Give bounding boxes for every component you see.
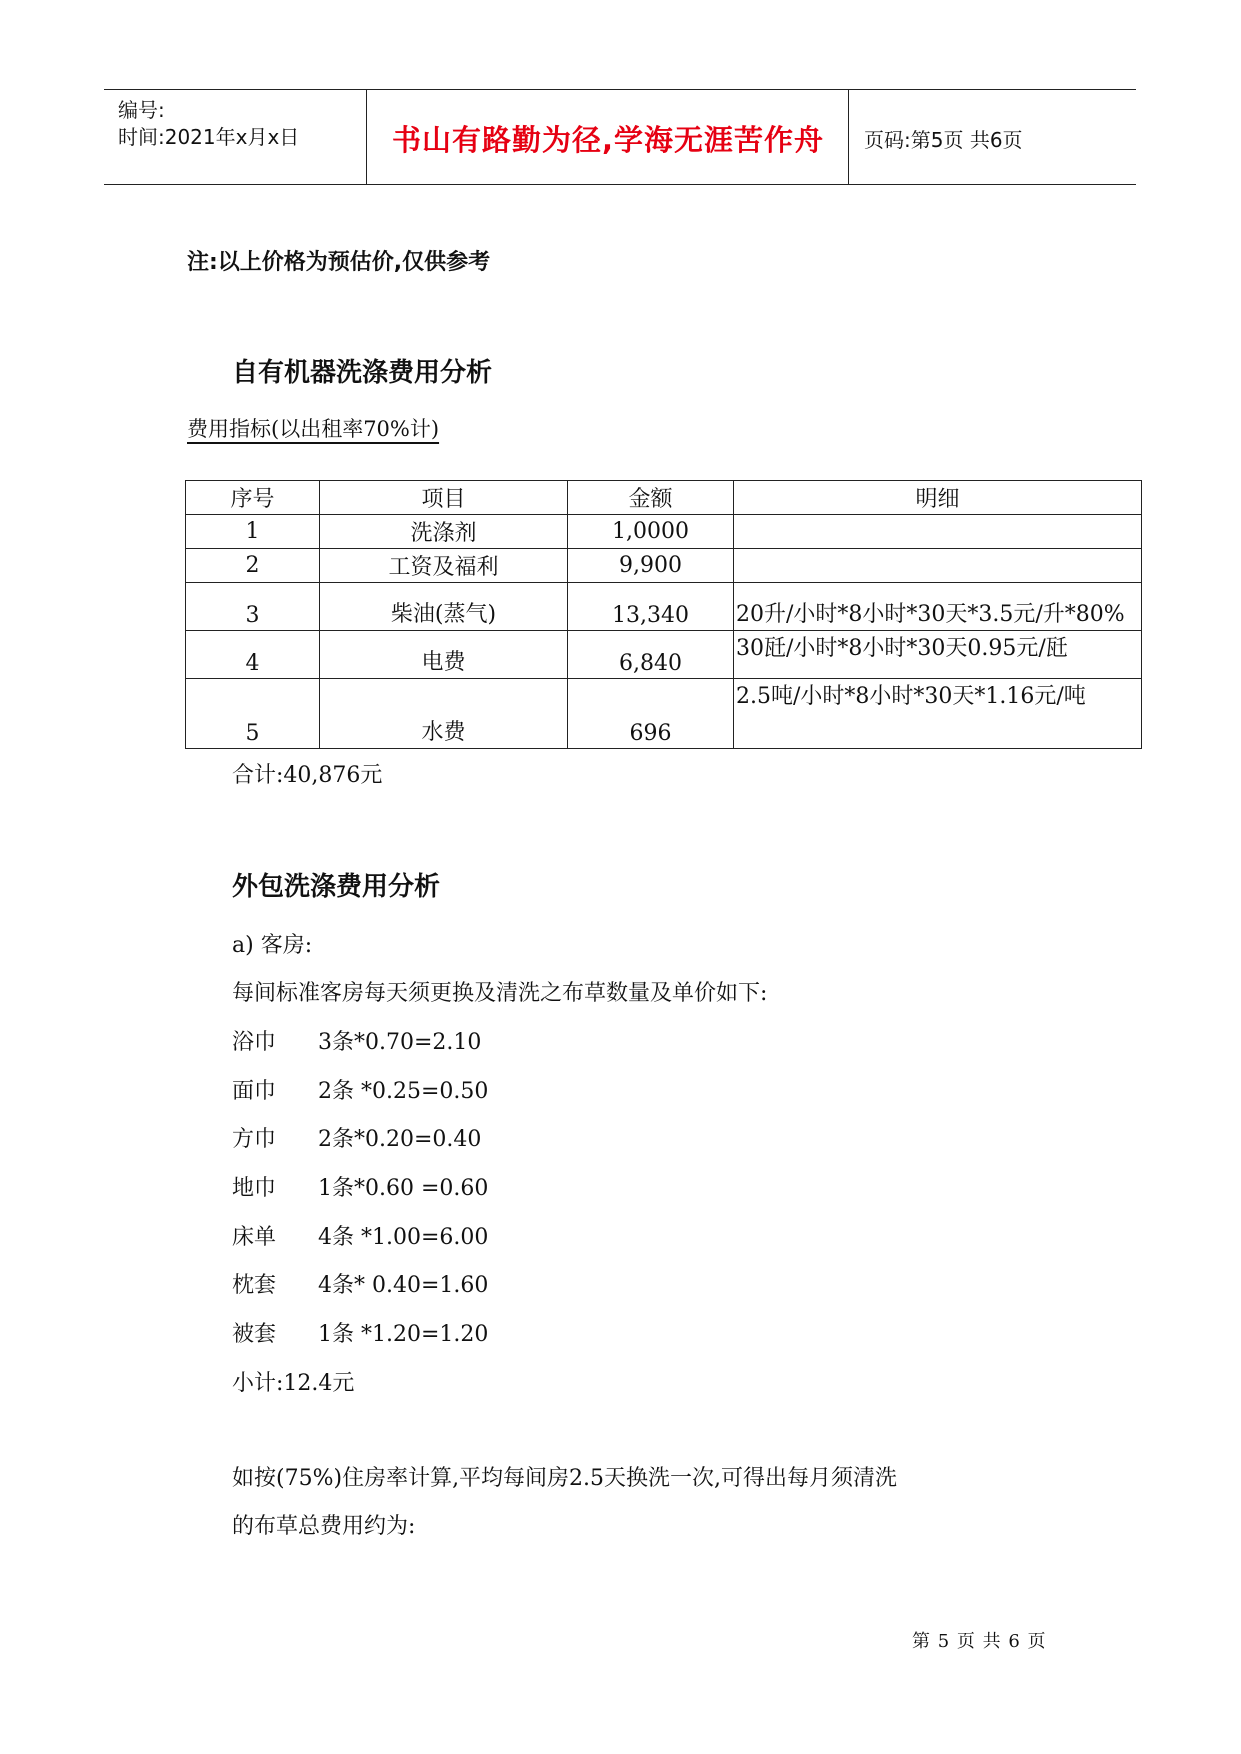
linen-calc: 2条 *0.25=0.50 — [318, 1079, 489, 1104]
section-title-in-house: 自有机器洗涤费用分析 — [232, 358, 493, 388]
linen-calc: 3条*0.70=2.10 — [318, 1030, 482, 1055]
linen-name: 床单 — [232, 1225, 277, 1250]
motto-text: 书山有路勤为径,学海无涯苦作舟 — [391, 123, 825, 157]
table-row — [186, 679, 1142, 749]
linen-name: 被套 — [232, 1322, 277, 1347]
linen-item — [232, 1220, 488, 1251]
page-header — [104, 89, 1136, 185]
cost-table — [185, 480, 1142, 749]
column-header-no: 序号 — [186, 481, 320, 515]
row-amount: 1,0000 — [568, 515, 734, 549]
linen-item — [232, 1171, 488, 1202]
row-detail — [734, 515, 1142, 549]
linen-calc: 4条 *1.00=6.00 — [318, 1225, 489, 1250]
row-detail — [734, 549, 1142, 583]
column-header-item: 项目 — [320, 481, 568, 515]
header-info-cell — [104, 90, 367, 184]
linen-name: 方巾 — [232, 1127, 277, 1152]
linen-name: 枕套 — [232, 1273, 277, 1298]
linen-name: 浴巾 — [232, 1030, 277, 1055]
row-item: 水费 — [320, 679, 568, 749]
linen-calc: 2条*0.20=0.40 — [318, 1127, 482, 1152]
price-note: 注:以上价格为预估价,仅供参考 — [187, 250, 491, 275]
header-page-cell — [850, 90, 1136, 184]
paragraph-line: 如按(75%)住房率计算,平均每间房2.5天换洗一次,可得出每月须清洗 — [232, 1466, 898, 1491]
section-title-outsourced: 外包洗涤费用分析 — [232, 872, 441, 902]
linen-item — [232, 1317, 488, 1348]
linen-name: 地巾 — [232, 1176, 277, 1201]
linen-item — [232, 1122, 481, 1153]
linen-subtotal: 小计:12.4元 — [232, 1371, 355, 1396]
linen-item — [232, 1025, 481, 1056]
row-no: 3 — [186, 583, 320, 631]
table-row — [186, 515, 1142, 549]
linen-intro: 每间标准客房每天须更换及清洗之布草数量及单价如下: — [232, 981, 768, 1006]
column-header-detail: 明细 — [734, 481, 1142, 515]
row-amount: 13,340 — [568, 583, 734, 631]
row-amount: 6,840 — [568, 631, 734, 679]
row-item: 工资及福利 — [320, 549, 568, 583]
table-row — [186, 549, 1142, 583]
row-detail: 2.5吨/小时*8小时*30天*1.16元/吨 — [734, 679, 1142, 749]
linen-item — [232, 1074, 488, 1105]
header-motto-cell — [368, 90, 849, 184]
linen-calc: 1条*0.60 =0.60 — [318, 1176, 489, 1201]
row-item: 洗涤剂 — [320, 515, 568, 549]
table-row — [186, 631, 1142, 679]
total-amount: 合计:40,876元 — [232, 763, 383, 788]
document-time-label: 时间:2021年x月x日 — [118, 125, 300, 149]
table-header-row — [186, 481, 1142, 515]
document-number-label: 编号: — [118, 98, 165, 122]
row-no: 1 — [186, 515, 320, 549]
linen-calc: 4条* 0.40=1.60 — [318, 1273, 489, 1298]
header-page-number: 页码:第5页 共6页 — [864, 128, 1023, 152]
row-no: 2 — [186, 549, 320, 583]
linen-item — [232, 1268, 488, 1299]
row-detail: 30瓩/小时*8小时*30天0.95元/瓩 — [734, 631, 1142, 679]
row-item: 柴油(蒸气) — [320, 583, 568, 631]
room-label: a) 客房: — [232, 933, 313, 958]
row-no: 4 — [186, 631, 320, 679]
cost-indicator-subtitle: 费用指标(以出租率70%计) — [187, 417, 440, 441]
row-no: 5 — [186, 679, 320, 749]
row-amount: 9,900 — [568, 549, 734, 583]
page-footer: 第 5 页 共 6 页 — [912, 1631, 1047, 1652]
linen-calc: 1条 *1.20=1.20 — [318, 1322, 489, 1347]
table-row — [186, 583, 1142, 631]
row-detail: 20升/小时*8小时*30天*3.5元/升*80% — [734, 583, 1142, 631]
column-header-amount: 金额 — [568, 481, 734, 515]
row-amount: 696 — [568, 679, 734, 749]
linen-name: 面巾 — [232, 1079, 277, 1104]
paragraph-line: 的布草总费用约为: — [232, 1514, 416, 1539]
row-item: 电费 — [320, 631, 568, 679]
